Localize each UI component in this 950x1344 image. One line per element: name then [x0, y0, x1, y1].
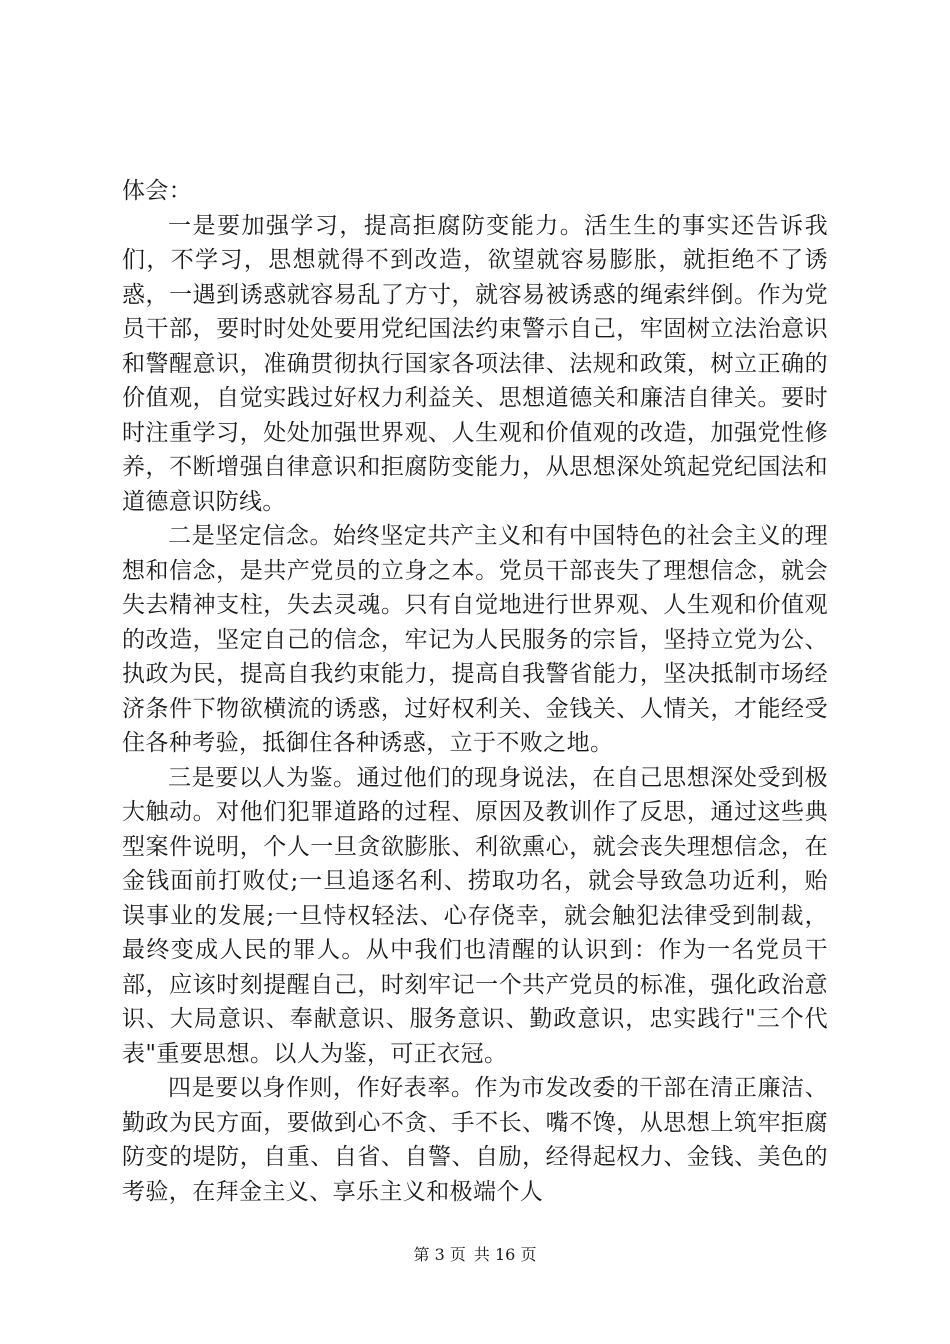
- paragraph-two: 二是坚定信念。始终坚定共产主义和有中国特色的社会主义的理想和信念，是共产党员的立身之本。党员干部丧失了理想信念，就会失去精神支柱，失去灵魂。只有自觉地进行世界观、人生观和价值观的改造，坚定自己的信念，牢记为人民服务的宗旨，坚持立党为公、执政为民，提高自我约束能力，提高自我警省能力，坚决抵制市场经济条件下物欲横流的诱惑，过好权利关、金钱关、人情关，才能经受住各种考验，抵御住各种诱惑，立于不败之地。: [122, 523, 828, 756]
- page-total: 共 16 页: [473, 1245, 537, 1264]
- page-footer: [0, 1242, 950, 1265]
- paragraph-one: 一是要加强学习，提高拒腐防变能力。活生生的事实还告诉我们，不学习，思想就得不到改造，欲望就容易膨胀，就拒绝不了诱惑，一遇到诱惑就容易乱了方寸，就容易被诱惑的绳索绊倒。作为党员干部，要时时处处要用党纪国法约束警示自己，牢固树立法治意识和警醒意识，准确贯彻执行国家各项法律、法规和政策，树立正确的价值观，自觉实践过好权力利益关、思想道德关和廉洁自律关。要时时注重学习，处处加强世界观、人生观和价值观的改造，加强党性修养，不断增强自律意识和拒腐防变能力，从思想深处筑起党纪国法和道德意识防线。: [122, 212, 828, 515]
- page-number: 第 3 页: [413, 1245, 466, 1264]
- paragraph-three: 三是要以人为鉴。通过他们的现身说法，在自己思想深处受到极大触动。对他们犯罪道路的过程、原因及教训作了反思，通过这些典型案件说明，个人一旦贪欲膨胀、利欲熏心，就会丧失理想信念，在金钱面前打败仗;一旦追逐名利、捞取功名，就会导致急功近利，贻误事业的发展;一旦恃权轻法、心存侥幸，就会触犯法律受到制裁，最终变成人民的罪人。从中我们也清醒的认识到：作为一名党员干部，应该时刻提醒自己，时刻牢记一个共产党员的标准，强化政治意识、大局意识、奉献意识、服务意识、勤政意识，忠实践行"三个代表"重要思想。以人为鉴，可正衣冠。: [122, 764, 828, 1067]
- document-body: [122, 174, 828, 1209]
- paragraph-four: 四是要以身作则，作好表率。作为市发改委的干部在清正廉洁、勤政为民方面，要做到心不贪、手不长、嘴不馋，从思想上筑牢拒腐防变的堤防，自重、自省、自警、自励，经得起权力、金钱、美色的考验，在拜金主义、享乐主义和极端个人: [122, 1075, 828, 1205]
- paragraph-heading: 体会：: [122, 178, 193, 204]
